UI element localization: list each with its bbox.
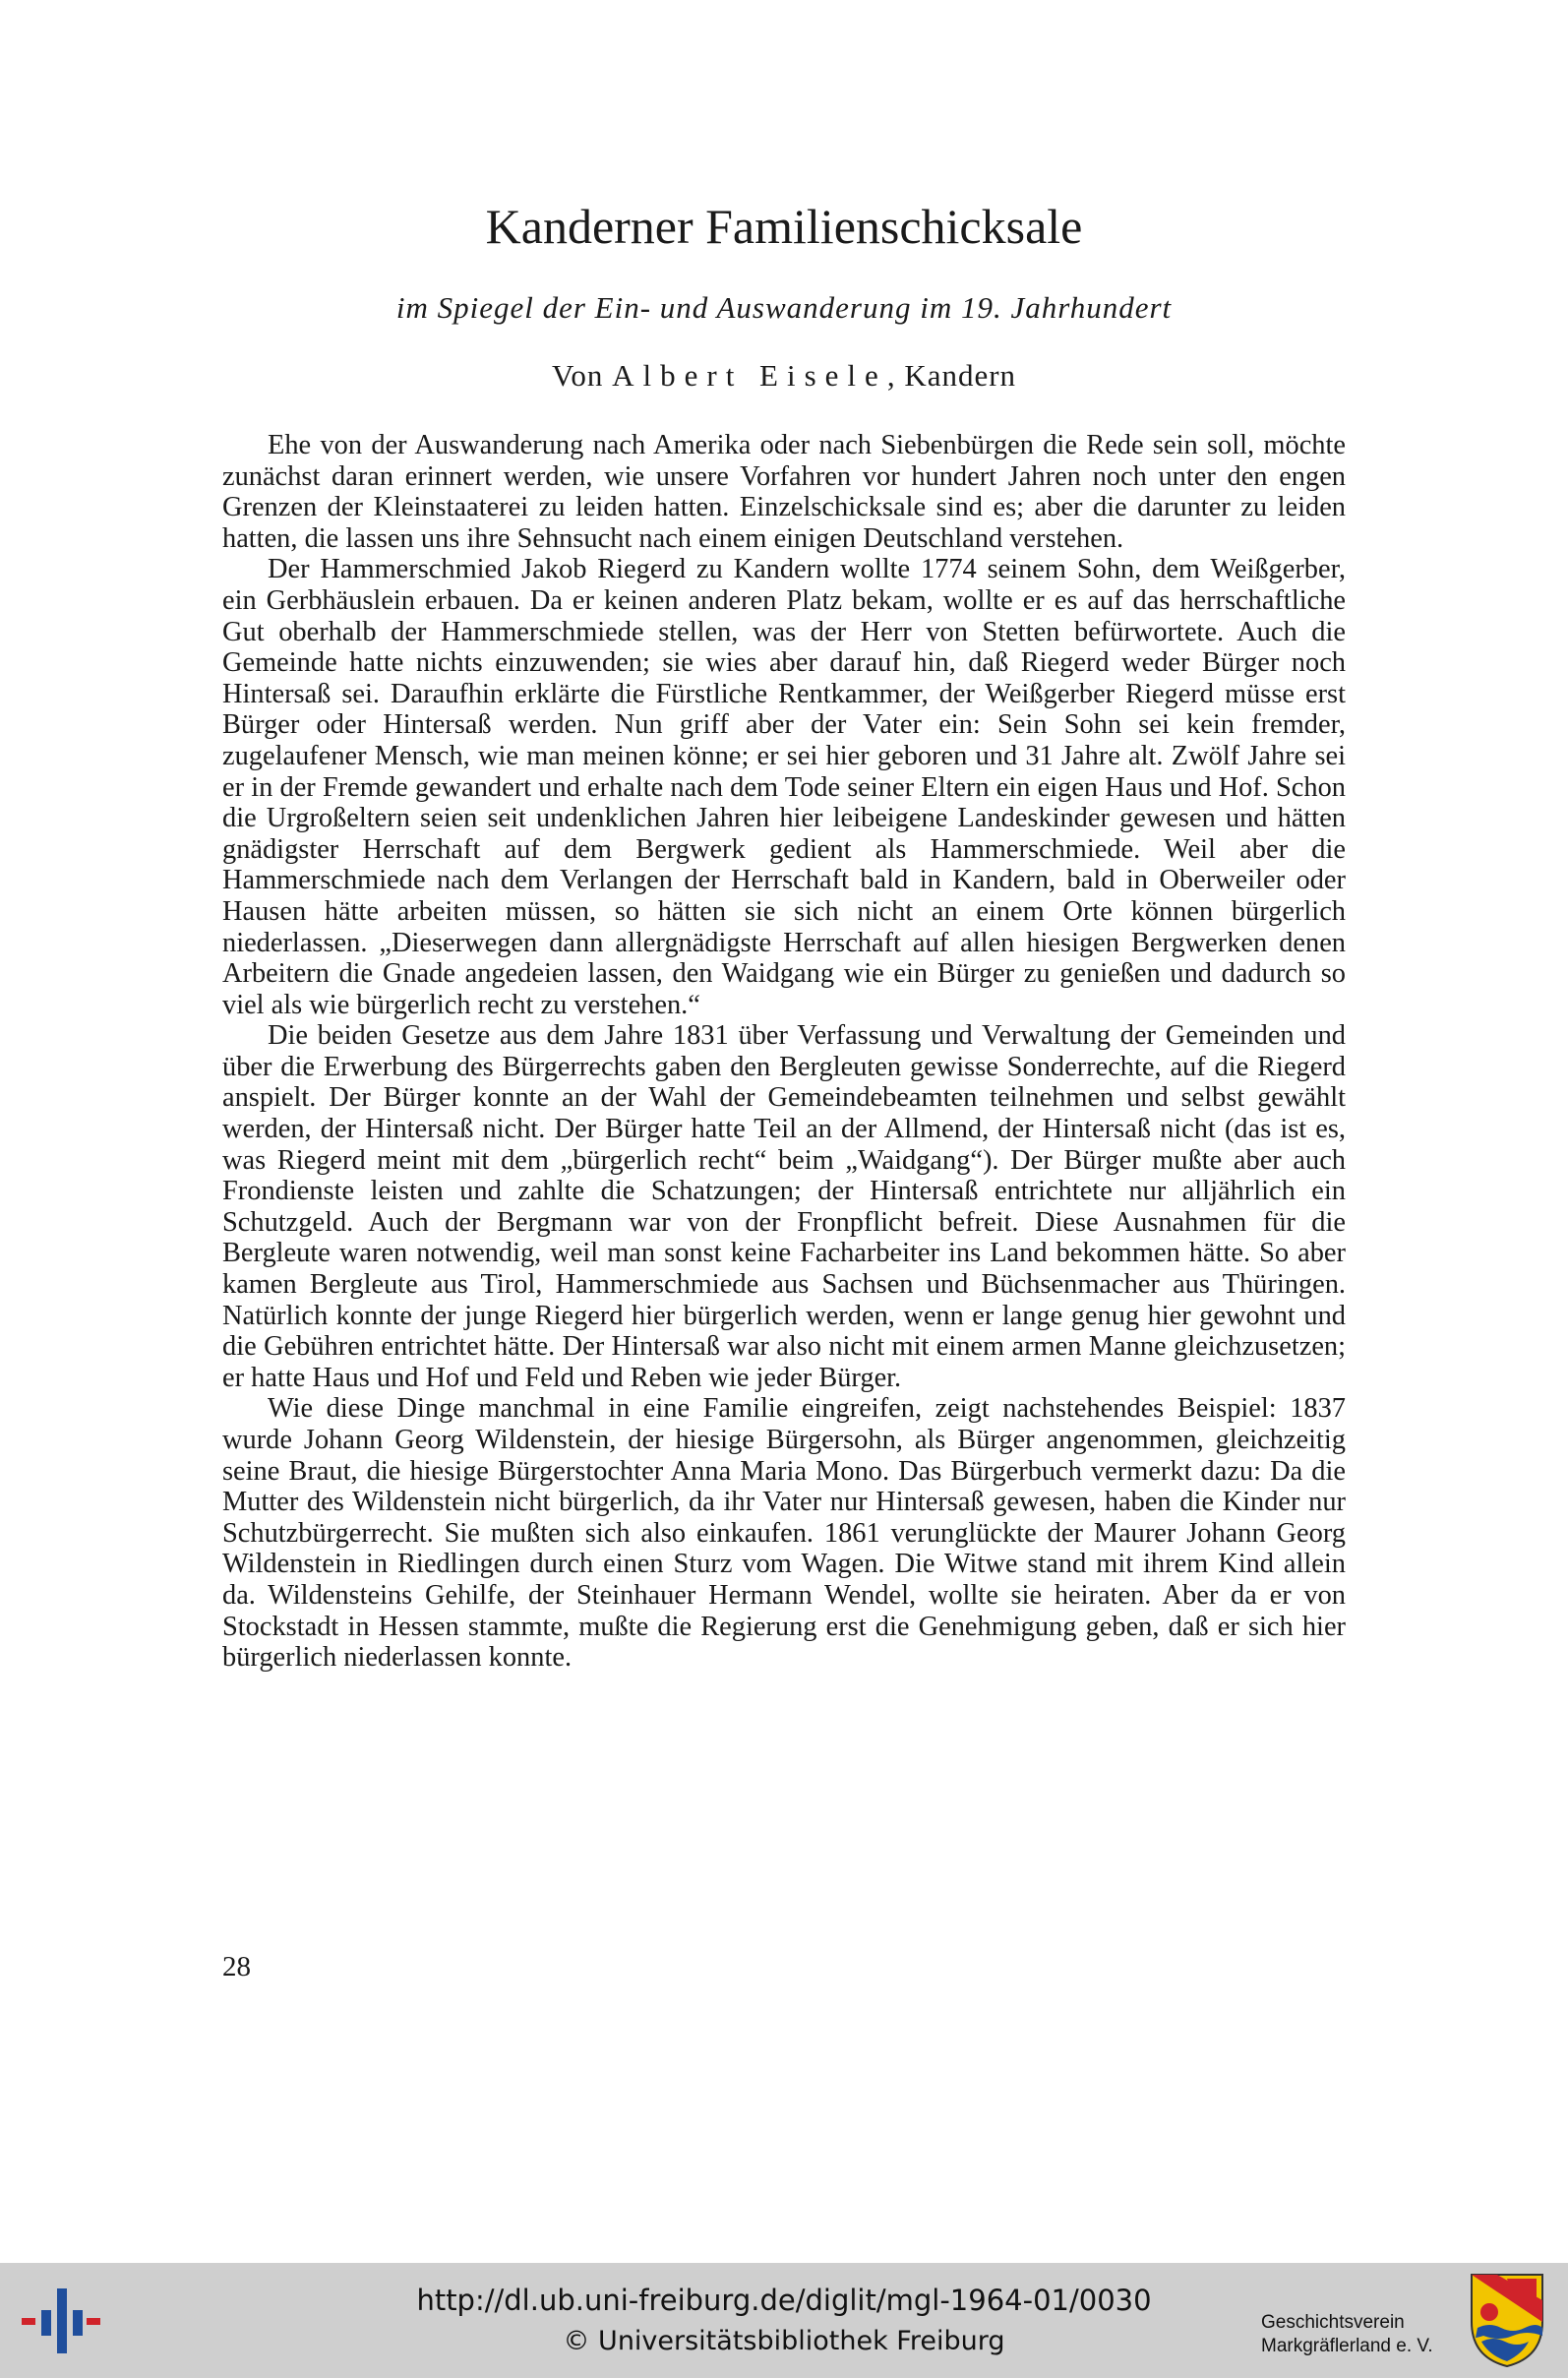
article-body [222, 430, 1346, 1674]
society-name [1261, 2311, 1433, 2358]
author-prefix: Von [551, 358, 604, 393]
copyright-notice: © Universitätsbibliothek Freiburg [563, 2326, 1005, 2356]
article-subtitle: im Spiegel der Ein- und Auswanderung im 19. Jahrhundert [395, 290, 1173, 325]
source-url-link[interactable]: http://dl.ub.uni-freiburg.de/diglit/mgl-1964-01/0030 [416, 2284, 1152, 2317]
article-title: Kanderner Familienschicksale [485, 199, 1083, 254]
paragraph: Der Hammerschmied Jakob Riegerd zu Kandern wollte 1774 seinem Sohn, dem Weißgerber, ein Gerbhäuslein erbauen. Da er keinen anderen Platz bekam, wollte er es auf das herrschaftliche Gut oberhalb der Hammerschmiede stellen, was der Herr von Stetten befürwortete. Auch die Gemeinde hatte nichts einzuwenden; sie wies aber darauf hin, daß Riegerd weder Bürger noch Hintersaß sei. Daraufhin erklärte die Fürstliche Rentkammer, der Weißgerber Riegerd müsse erst Bürger oder Hintersaß werden. Nun griff aber der Vater ein: Sein Sohn sei kein fremder, zugelaufener Mensch, wie man meinen könne; er sei hier geboren und 31 Jahre alt. Zwölf Jahre sei er in der Fremde gewandert und erhalte nach dem Tode seiner Eltern ein eigen Haus und Hof. Schon die Urgroßeltern seien seit undenklichen Jahren hier leibeigene Landeskinder gewesen und hätten gnädigster Herrschaft auf dem Bergwerk gedient als Hammerschmiede. Weil aber die Hammerschmiede nach dem Verlangen der Herrschaft bald in Kandern, bald in Oberweiler oder Hausen hätte arbeiten müssen, so hätten sie sich nicht an einem Orte können bürgerlich niederlassen. „Dieserwegen dann allergnädigste Herrschaft auf allen hiesigen Bergwerken denen Arbeitern die Gnade angedeien lassen, den Waidgang wie ein Bürger zu genießen und dadurch so viel als wie bürgerlich recht zu verstehen.“ [222, 554, 1346, 1020]
page-number: 28 [222, 1951, 251, 1982]
footer-bar [0, 2263, 1568, 2378]
paragraph: Wie diese Dinge manchmal in eine Familie eingreifen, zeigt nachstehendes Beispiel: 1837 wurde Johann Georg Wildenstein, der hiesige Bürgersohn, als Bürger angenommen, gleichzeitig seine Braut, die hiesige Bürgerstochter Anna Maria Mono. Das Bürgerbuch vermerkt dazu: Da die Mutter des Wildenstein nicht bürgerlich, da ihr Vater nur Hintersaß gewesen, haben die Kinder nur Schutzbürgerrecht. Sie mußten sich also einkaufen. 1861 verunglückte der Maurer Johann Georg Wildenstein in Riedlingen durch einen Sturz vom Wagen. Die Witwe stand mit ihrem Kind allein da. Wildensteins Gehilfe, der Steinhauer Hermann Wendel, wollte sie heiraten. Aber da er von Stockstadt in Hessen stammte, mußte die Regierung erst die Genehmigung geben, daß er sich hier bürgerlich niederlassen konnte. [222, 1393, 1346, 1674]
paragraph: Ehe von der Auswanderung nach Amerika oder nach Siebenbürgen die Rede sein soll, möchte zunächst daran erinnert werden, wie unsere Vorfahren vor hundert Jahren noch unter den engen Grenzen der Kleinstaaterei zu leiden hatten. Einzelschicksale sind es; aber die darunter zu leiden hatten, die lassen uns ihre Sehnsucht nach einem einigen Deutschland verstehen. [222, 430, 1346, 554]
author-name: Albert Eisele [612, 358, 887, 393]
coat-of-arms-icon [1468, 2271, 1546, 2369]
paragraph: Die beiden Gesetze aus dem Jahre 1831 über Verfassung und Verwaltung der Gemeinden und über die Erwerbung des Bürgerrechts gaben den Bergleuten gewisse Sonderrechte, auf die Riegerd anspielt. Der Bürger konnte an der Wahl der Gemeindebeamten teilnehmen und selbst gewählt werden, der Hintersaß nicht. Der Bürger hatte Teil an der Allmend, der Hintersaß nicht (das ist es, was Riegerd meint mit dem „bürgerlich recht“ beim „Waidgang“). Der Bürger mußte aber auch Frondienste leisten und zahlte die Schatzungen; der Hintersaß entrichtete nur alljährlich ein Schutzgeld. Auch der Bergmann war von der Fronpflicht befreit. Diese Ausnahmen für die Bergleute waren notwendig, weil man sonst keine Facharbeiter ins Land bekommen hätte. So aber kamen Bergleute aus Tirol, Hammerschmiede aus Sachsen und Büchsenmacher aus Thüringen. Natürlich konnte der junge Riegerd hier bürgerlich werden, wenn er lange genug hier gewohnt und die Gebühren entrichtet hätte. Der Hintersaß war also nicht mit einem armen Manne gleichzusetzen; er hatte Haus und Hof und Feld und Reben wie jeder Bürger. [222, 1020, 1346, 1393]
article-author [0, 356, 1568, 396]
society-line-1: Geschichtsverein [1261, 2312, 1405, 2333]
society-line-2: Markgräflerland e. V. [1261, 2336, 1433, 2356]
author-place: , Kandern [886, 358, 1017, 393]
